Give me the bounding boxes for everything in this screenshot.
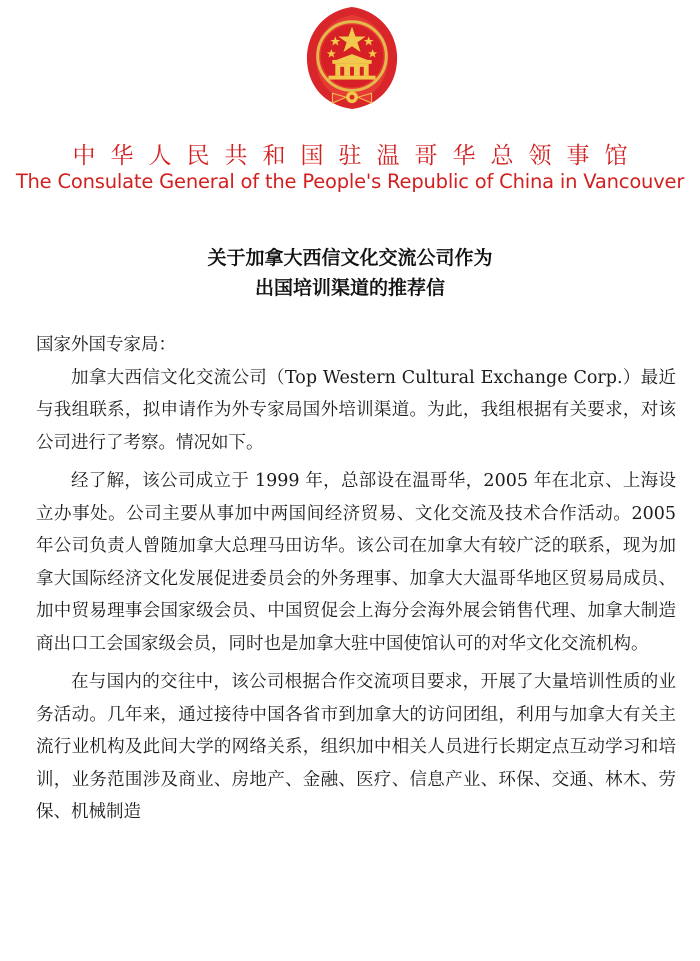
letter-salutation: 国家外国专家局： (36, 335, 176, 355)
national-emblem-icon (303, 2, 401, 114)
consulate-name-english: The Consulate General of the People's Republic of China in Vancouver (15, 170, 685, 193)
consulate-name-chinese: 中华人民共和国驻温哥华总领事馆 (72, 143, 643, 169)
letter-title-line-1: 关于加拿大西信文化交流公司作为 (207, 247, 493, 269)
letter-body (36, 329, 676, 829)
letter-paragraph: 在与国内的交往中，该公司根据合作交流项目要求，开展了大量培训性质的业务活动。几年来，通过接待中国各省市到加拿大的访问团组，利用与加拿大有关主流行业机构及此间大学的网络关系，组织加中相关人员进行长期定点互动学习和培训，业务范围涉及商业、房地产、金融、医疗、信息产业、环保、交通、林木、劳保、机械制造 (36, 672, 676, 822)
letter-paragraph: 加拿大西信文化交流公司（Top Western Cultural Exchange Corp.）最近与我组联系，拟申请作为外专家局国外培训渠道。为此，我组根据有关要求，对该公司进行了考察。情况如下。 (36, 367, 676, 453)
letter-paragraph: 经了解，该公司成立于 1999 年，总部设在温哥华，2005 年在北京、上海设立办事处。公司主要从事加中两国间经济贸易、文化交流及技术合作活动。2005 年公司负责人曾随加拿大总理马田访华。该公司在加拿大有较广泛的联系，现为加拿大国际经济文化发展促进委员会的外务理事、加拿大大温哥华地区贸易局成员、加中贸易理事会国家级会员、中国贸促会上海分会海外展会销售代理、加拿大制造商出口工会国家级会员，同时也是加拿大驻中国使馆认可的对华文化交流机构。 (36, 471, 676, 654)
letter-title-line-2: 出国培训渠道的推荐信 (254, 277, 445, 299)
